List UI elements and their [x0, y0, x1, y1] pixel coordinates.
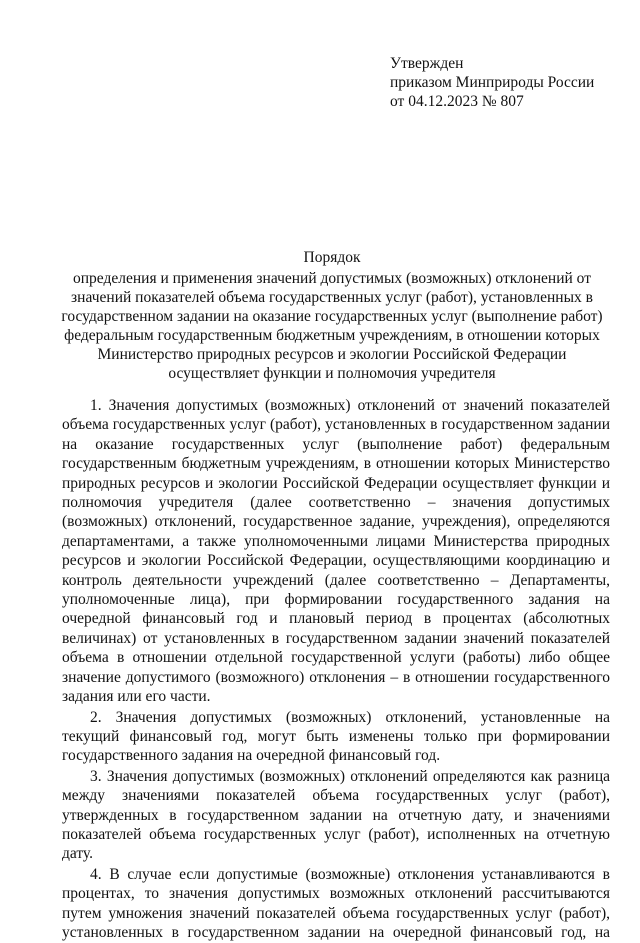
title-line: государственном задании на оказание государственных услуг (выполнение работ) — [61, 308, 603, 325]
paragraph-4: 4. В случае если допустимые (возможные) отклонения устанавливаются в процентах, то значения допустимых возможных отклонений рассчитываются путем умножения значений показателей объема государственных услуг (работ), установленных в государственном задании на очередной финансовый год, на — [62, 865, 610, 941]
title-line: значений показателей объема государственных услуг (работ), установленных в — [71, 289, 593, 306]
title-line: осуществляет функции и полномочия учредителя — [168, 365, 496, 382]
document-body — [62, 396, 610, 943]
approval-line-1: Утвержден — [390, 55, 464, 72]
approval-line-2: приказом Минприроды России — [390, 74, 595, 91]
paragraph-1: 1. Значения допустимых (возможных) отклонений от значений показателей объема государственных услуг (работ), установленных в государственном задании на оказание государственных услуг (выполнение работ) федеральным государственным бюджетным учреждениям, в отношении которых Министерство природных ресурсов и экологии Российской Федерации осуществляет функции и полномочия учредителя (далее соответственно – значения допустимых (возможных) отклонений, государственное задание, учреждения), определяются департаментами, а также уполномоченными лицами Министерства природных ресурсов и экологии Российской Федерации, осуществляющими координацию и контроль деятельности учреждений (далее соответственно – Департаменты, уполномоченные лица), при формировании государственного задания на очередной финансовый год и плановый период в процентах (абсолютных величинах) от установленных в государственном задании значений показателей объема в отношении отдельной государственной услуги (работы) либо общее значение допустимого (возможного) отклонения – в отношении государственного задания или его части. — [62, 397, 610, 706]
approval-line-3: от 04.12.2023 № 807 — [390, 93, 524, 110]
approval-stamp — [390, 54, 594, 111]
paragraph-3: 3. Значения допустимых (возможных) отклонений определяются как разница между значениями показателей объема государственных услуг (работ), утвержденных в государственном задании на отчетную дату, и значениями показателей объема государственных услуг (работ), исполненных на отчетную дату. — [62, 767, 610, 863]
title-heading: Порядок — [303, 249, 361, 266]
title-line: определения и применения значений допустимых (возможных) отклонений от — [73, 270, 591, 287]
document-title — [56, 248, 608, 383]
paragraph-2: 2. Значения допустимых (возможных) отклонений, установленные на текущий финансовый год, могут быть изменены только при формировании государственного задания на очередной финансовый год. — [62, 708, 610, 765]
title-line: федеральным государственным бюджетным учреждениям, в отношении которых — [64, 327, 600, 344]
title-line: Министерство природных ресурсов и экологии Российской Федерации — [97, 346, 567, 363]
